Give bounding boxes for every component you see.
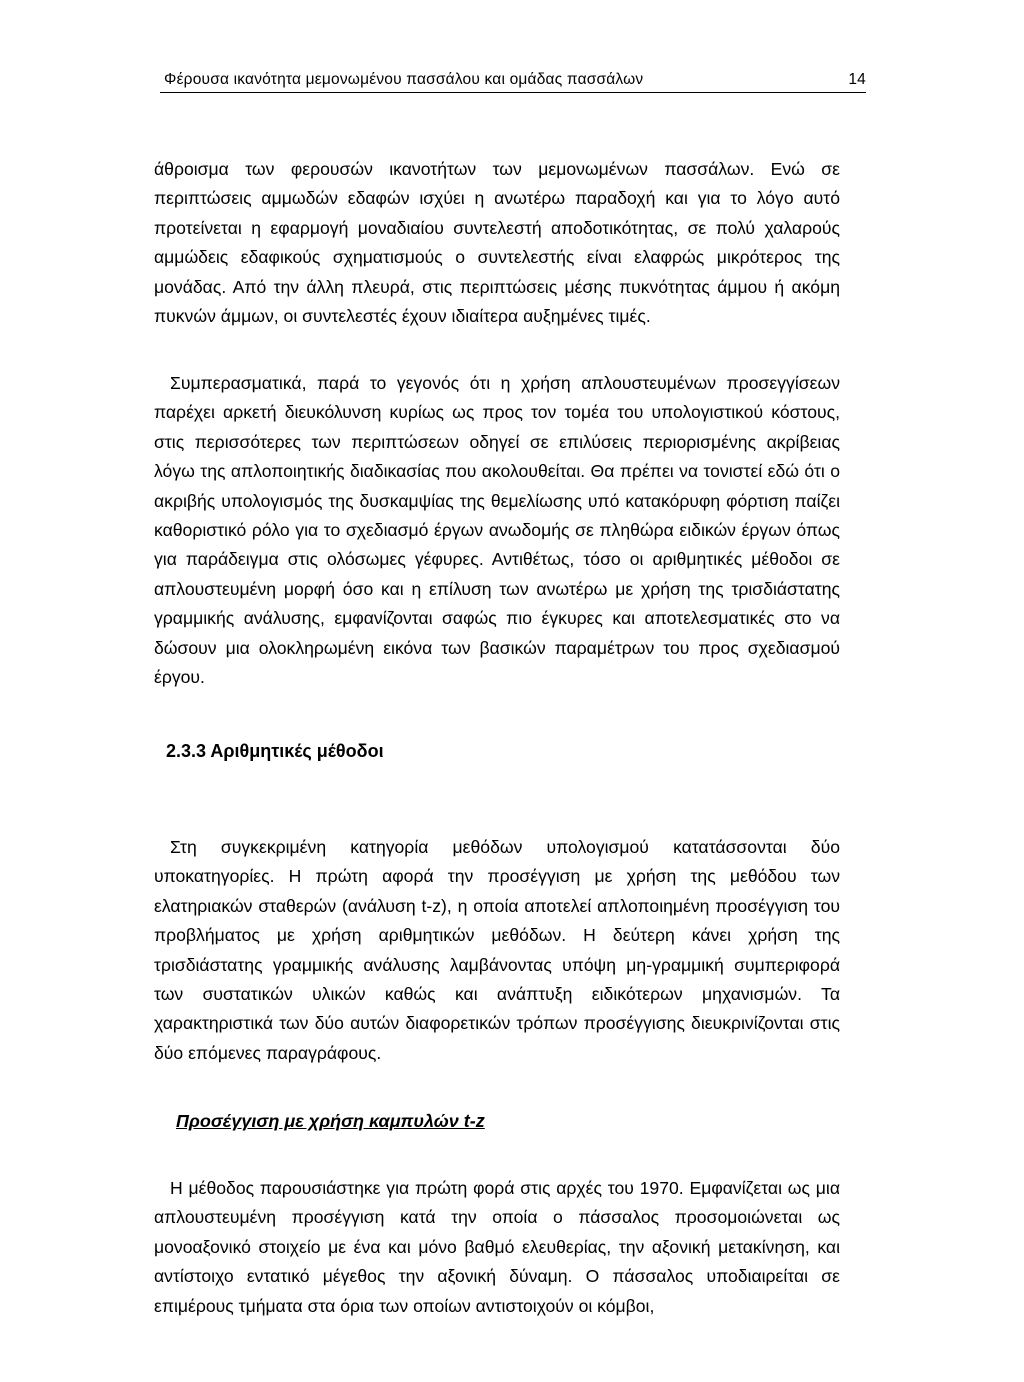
paragraph-conclusions: Συμπερασματικά, παρά το γεγονός ότι η χρήση απλουστευμένων προσεγγίσεων παρέχει αρκετή διευκόλυνση κυρίως ως προς τον τομέα του υπολογιστικού κόστους, στις περισσότερες των περιπτώσεων οδηγεί σε επιλύσεις περιορισμένης ακρίβειας λόγω της απλοποιητικής διαδικασίας που ακολουθείται. Θα πρέπει να τονιστεί εδώ ότι ο ακριβής υπολογισμός της δυσκαμψίας της θεμελίωσης υπό κατακόρυφη φόρτιση παίζει καθοριστικό ρόλο για το σχεδιασμό έργων ανωδομής σε πληθώρα ειδικών έργων όπως για παράδειγμα στις ολόσωμες γέφυρες. Αντιθέτως, τόσο οι αριθμητικές μέθοδοι σε απλουστευμένη μορφή όσο και η επίλυση των ανωτέρω με χρήση της τρισδιάστατης γραμμικής ανάλυσης, εμφανίζονται σαφώς πιο έγκυρες και αποτελεσματικές στο να δώσουν μια ολοκληρωμένη εικόνα των βασικών παραμέτρων του προς σχεδιασμού έργου. <box>154 373 840 688</box>
paragraph-numerical-methods: Στη συγκεκριμένη κατηγορία μεθόδων υπολογισμού κατατάσσονται δύο υποκατηγορίες. Η πρώτη αφορά την προσέγγιση με χρήση της μεθόδου των ελατηριακών σταθερών (ανάλυση t-z), η οποία αποτελεί απλοποιημένη προσέγγιση του προβλήματος με χρήση αριθμητικών μεθόδων. Η δεύτερη κάνει χρήση της τρισδιάστατης γραμμικής ανάλυσης λαμβάνοντας υπόψη μη-γραμμική συμπεριφορά των συστατικών υλικών καθώς και ανάπτυξη ειδικότερων μηχανισμών. Τα χαρακτηριστικά των δύο αυτών διαφορετικών τρόπων προσέγγισης διευκρινίζονται στις δύο επόμενες παραγράφους. <box>154 837 840 1063</box>
paragraph-efficiency-factor: άθροισμα των φερουσών ικανοτήτων των μεμονωμένων πασσάλων. Ενώ σε περιπτώσεις αμμωδών εδαφών ισχύει η ανωτέρω παραδοχή και για το λόγο αυτό προτείνεται η εφαρμογή μοναδιαίου συντελεστή αποδοτικότητας, σε πολύ χαλαρούς αμμώδεις εδαφικούς σχηματισμούς ο συντελεστής είναι ελαφρώς μικρότερος της μονάδας. Από την άλλη πλευρά, στις περιπτώσεις μέσης πυκνότητας άμμου ή ακόμη πυκνών άμμων, οι συντελεστές έχουν ιδιαίτερα αυξημένες τιμές. <box>154 159 840 327</box>
paragraph-tz-method: Η μέθοδος παρουσιάστηκε για πρώτη φορά στις αρχές του 1970. Εμφανίζεται ως μια απλουστευμένη προσέγγιση κατά την οποία ο πάσσαλος προσομοιώνεται ως μονοαξονικό στοιχείο με ένα και μόνο βαθμό ελευθερίας, την αξονική μετακίνηση, και αντίστοιχο εντατικό μέγεθος την αξονική δύναμη. Ο πάσσαλος υποδιαιρείται σε επιμέρους τμήματα στα όρια των οποίων αντιστοιχούν οι κόμβοι, <box>154 1178 840 1316</box>
page-number: 14 <box>848 71 866 88</box>
running-header <box>160 68 866 93</box>
subsection-heading: Προσέγγιση με χρήση καμπυλών t-z <box>176 1111 485 1131</box>
section-heading: 2.3.3 Αριθμητικές μέθοδοι <box>166 741 384 761</box>
running-header-title: Φέρουσα ικανότητα μεμονωμένου πασσάλου και ομάδας πασσάλων <box>164 71 644 88</box>
